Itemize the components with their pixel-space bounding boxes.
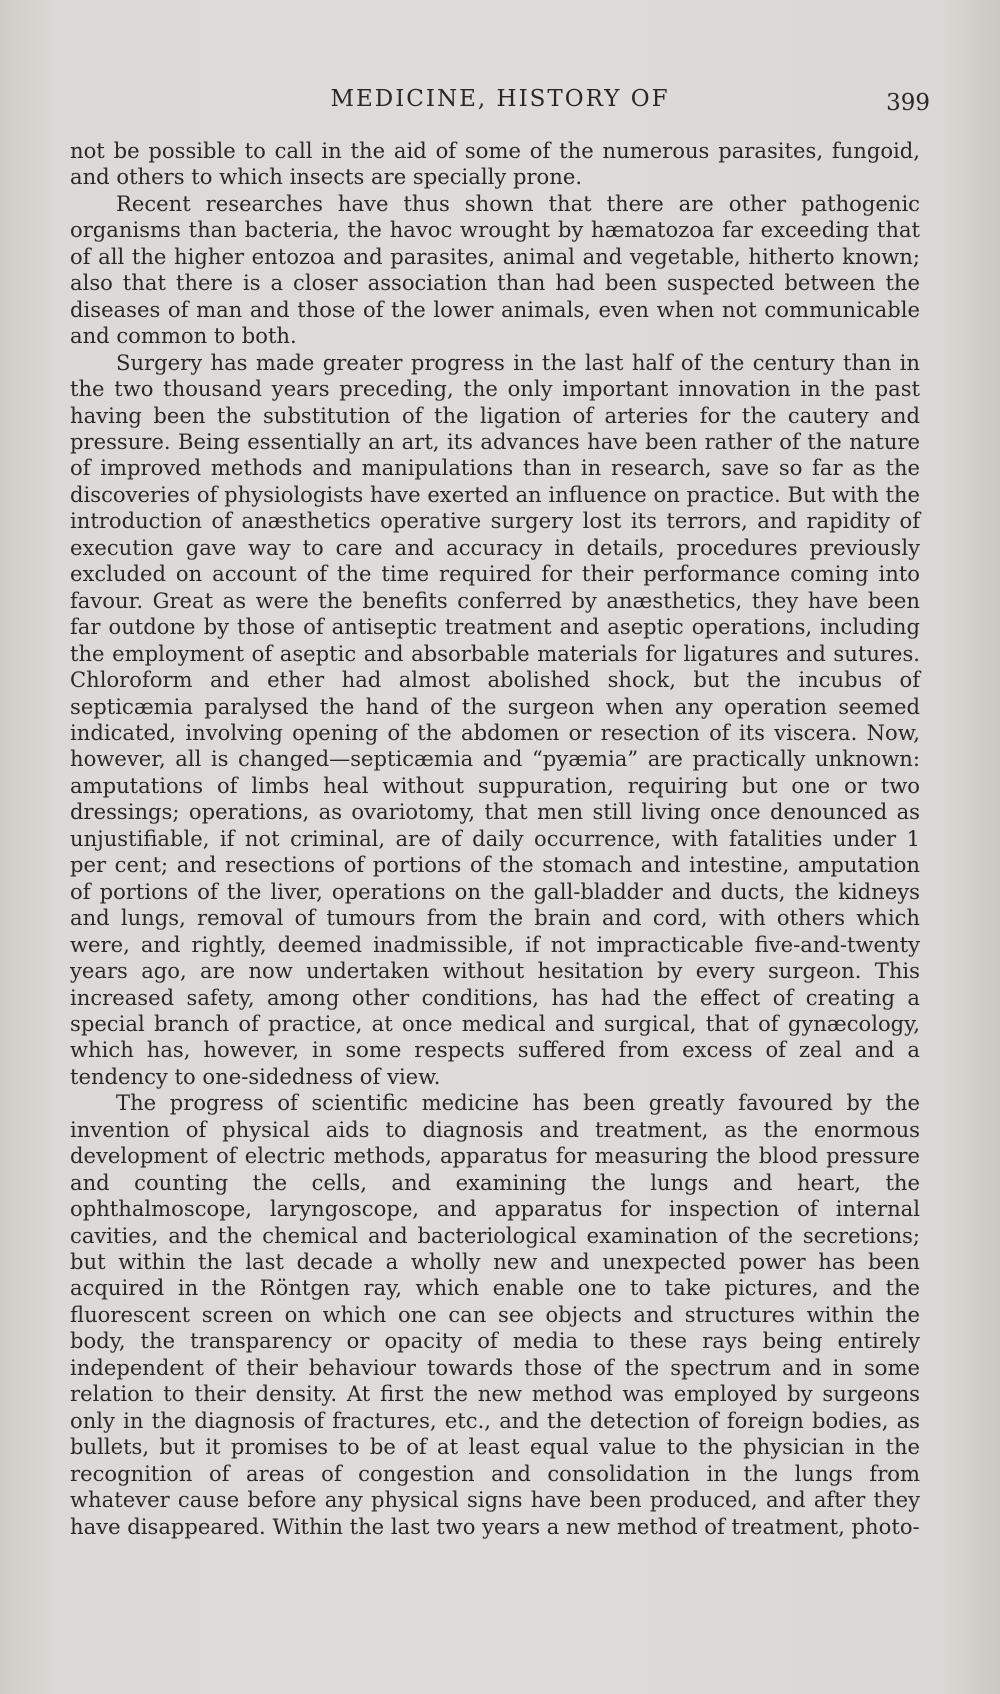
paragraph: The progress of scientific medicine has been greatly favoured by the invention of physical aids to diagnosis and treatment, as the enormous development of electric methods, apparatus for measuring the blood pressure and counting the cells, and examining the lungs and heart, the ophthalmoscope, laryngoscope, and apparatus for inspection of internal cavities, and the chemical and bacteriological examination of the secretions; but within the last decade a wholly new and unexpected power has been acquired in the Röntgen ray, which enable one to take pictures, and the fluorescent screen on which one can see objects and structures within the body, the transparency or opacity of media to these rays being entirely independent of their behaviour towards those of the spectrum and in some relation to their density. At first the new method was employed by surgeons only in the diagnosis of fractures, etc., and the detection of foreign bodies, as bullets, but it promises to be of at least equal value to the physician in the recognition of areas of congestion and consolidation in the lungs from whatever cause before any physical signs have been produced, and after they have disappeared. Within the last two years a new method of treatment, photo- bbox=[70, 1090, 920, 1539]
page-header bbox=[70, 78, 930, 118]
paragraph: not be possible to call in the aid of some of the numerous parasites, fungoid, and others to which insects are specially prone. bbox=[70, 138, 920, 190]
running-title: MEDICINE, HISTORY OF bbox=[330, 86, 670, 112]
paragraph: Surgery has made greater progress in the last half of the century than in the two thousand years preceding, the only important innovation in the past having been the substitution of the ligation of arteries for the cautery and pressure. Being essentially an art, its advances have been rather of the nature of improved methods and manipulations than in research, save so far as the discoveries of physiologists have exerted an influence on practice. But with the introduction of anæsthetics operative surgery lost its terrors, and rapidity of execution gave way to care and accuracy in details, procedures previously excluded on account of the time required for their performance coming into favour. Great as were the benefits conferred by anæsthetics, they have been far outdone by those of antiseptic treatment and aseptic operations, including the employment of aseptic and absorbable materials for ligatures and sutures. Chloroform and ether had almost abolished shock, but the incubus of septicæmia paralysed the hand of the surgeon when any operation seemed indicated, involving opening of the abdomen or resection of its viscera. Now, however, all is changed—septicæmia and “pyæmia” are practically unknown: amputations of limbs heal without suppuration, requiring but one or two dressings; operations, as ovariotomy, that men still living once denounced as unjustifiable, if not criminal, are of daily occurrence, with fatalities under 1 per cent; and resections of portions of the stomach and intestine, amputation of portions of the liver, operations on the gall-bladder and ducts, the kidneys and lungs, removal of tumours from the brain and cord, with others which were, and rightly, deemed inadmissible, if not impracticable five-and-twenty years ago, are now undertaken without hesitation by every surgeon. This increased safety, among other conditions, has had the effect of creating a special branch of practice, at once medical and surgical, that of gynæcology, which has, however, in some respects suffered from excess of zeal and a tendency to one-sidedness of view. bbox=[70, 349, 920, 1089]
page-body-text bbox=[70, 138, 920, 1540]
paragraph: Recent researches have thus shown that there are other pathogenic organisms than bacteria, the havoc wrought by hæmatozoa far exceeding that of all the higher entozoa and parasites, animal and vegetable, hitherto known; also that there is a closer association than had been suspected between the diseases of man and those of the lower animals, even when not communicable and common to both. bbox=[70, 190, 920, 349]
page-number: 399 bbox=[886, 90, 930, 116]
